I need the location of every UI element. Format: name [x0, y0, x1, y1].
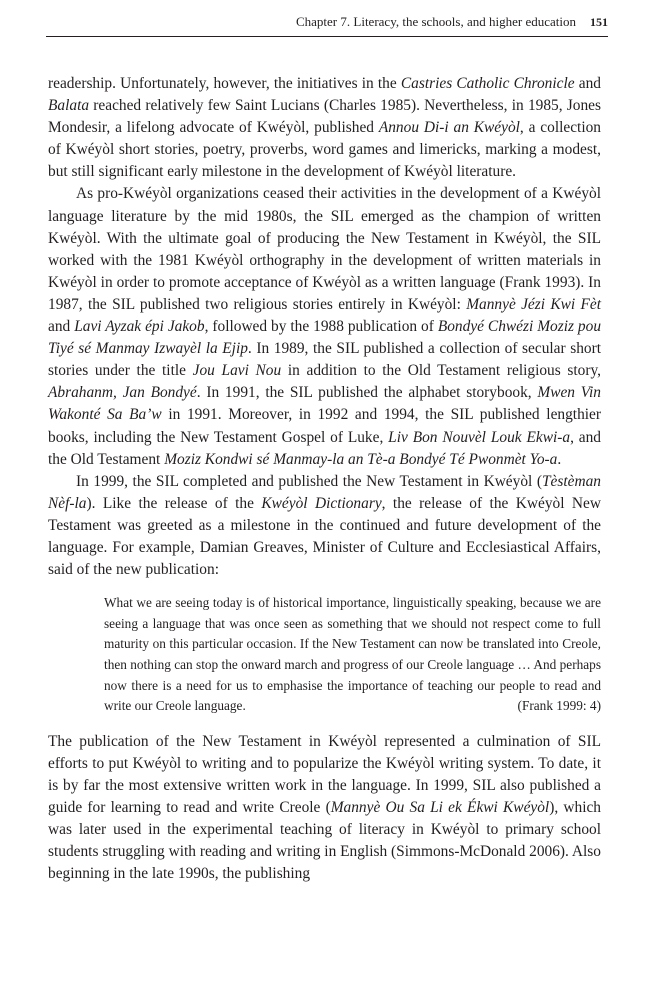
text-segment: ), which was later used in the experimental teaching of literacy in Kwéyòl to primary school students struggling with reading and writing in English (Simmons-McDonald 2006). Also beginning in the late 1990s, the publishing: [48, 799, 602, 883]
running-title: Chapter 7. Literacy, the schools, and higher education: [295, 14, 576, 29]
italic-text-segment: Moziz Kondwi sé Manmay-la an Tè-a Bondyé Té Pwonmèt Yo-a: [164, 450, 558, 468]
text-segment: , a collection of Kwéyòl short stories, poetry, proverbs, word games and limericks, marking a modest, but still significant early milestone in the development of Kwéyòl literature.: [48, 119, 601, 181]
text-segment: and: [48, 318, 75, 336]
italic-text-segment: Abrahanm, Jan Bondyé: [48, 384, 197, 402]
text-segment: , and the Old Testament: [48, 428, 601, 468]
italic-text-segment: Kwéyòl Dictionary: [261, 494, 382, 512]
paragraph-1: [48, 73, 601, 183]
text-segment: , followed by the 1988 publication of: [204, 318, 438, 336]
italic-text-segment: Lavi Ayzak épi Jakob: [74, 318, 205, 336]
italic-text-segment: Bondyé Chwézi Moziz pou Tiyé sé Manmay Izwayèl la Ejip: [48, 318, 602, 358]
text-segment: and: [574, 75, 601, 92]
text-segment: .: [557, 450, 562, 468]
block-quote-citation: (Frank 1999: 4): [517, 698, 601, 714]
italic-text-segment: Jou Lavi Nou: [192, 362, 282, 380]
text-segment: , the release of the Kwéyòl New Testament was greeted as a milestone in the continued and future development of the language. For example, Damian Greaves, Minister of Culture and Ecclesiastical Affairs, said of the new publication:: [48, 494, 601, 579]
text-segment: . In 1989, the SIL published a collection of secular short stories under the title: [48, 340, 601, 380]
text-segment: in 1991. Moreover, in 1992 and 1994, the SIL published lengthier books, including the New Testament Gospel of Luke,: [48, 406, 601, 446]
italic-text-segment: Mannyè Ou Sa Li ek Ékwi Kwéyòl: [330, 799, 550, 816]
block-quote-text: What we are seeing today is of historical importance, linguistically speaking, because we are seeing a language that was once seen as something that we should not respect come to full maturity on this particular occasion. If the New Testament can now be translated into Creole, then nothing can stop the onward march and progress of our Creole language … And perhaps now there is a need for us to emphasise the importance of teaching our people to read and write our Creole language.: [104, 595, 601, 714]
italic-text-segment: Liv Bon Nouvèl Louk Ekwi-a: [388, 428, 571, 446]
text-segment: reached relatively few Saint Lucians (Charles 1985). Nevertheless, in 1985, Jones Mondesir, a lifelong advocate of Kwéyòl, published: [48, 97, 601, 137]
page-body: [48, 73, 601, 885]
text-segment: in addition to the Old Testament religious story,: [281, 362, 602, 380]
paragraph-3: [48, 471, 601, 581]
italic-text-segment: Tèstèman Nèf-la: [48, 472, 601, 512]
paragraph-4: [48, 731, 601, 886]
italic-text-segment: Mannyè Jézi Kwi Fèt: [466, 295, 601, 313]
italic-text-segment: Annou Di-i an Kwéyòl: [378, 119, 520, 137]
text-segment: ). Like the release of the: [86, 494, 262, 512]
block-quote: [104, 593, 601, 717]
paragraph-2: [48, 183, 601, 470]
italic-text-segment: Balata: [48, 97, 90, 115]
text-segment: readership. Unfortunately, however, the initiatives in the: [48, 75, 401, 92]
running-head: [46, 12, 608, 37]
page-number: 151: [590, 15, 608, 29]
text-segment: As pro-Kwéyòl organizations ceased their activities in the development of a Kwéyòl language literature by the mid 1980s, the SIL emerged as the champion of written Kwéyòl. With the ultimate goal of producing the New Testament in Kwéyòl, the SIL worked with the 1981 Kwéyòl orthography in the development of written materials in Kwéyòl in order to promote acceptance of Kwéyòl as a written language (Frank 1993). In 1987, the SIL published two religious stories entirely in Kwéyòl:: [48, 185, 601, 313]
text-segment: The publication of the New Testament in Kwéyòl represented a culmination of SIL efforts to put Kwéyòl to writing and to popularize the Kwéyòl writing system. To date, it is by far the most extensive written work in the language. In 1999, SIL also published a guide for learning to read and write Creole (: [48, 732, 601, 816]
text-segment: . In 1991, the SIL published the alphabet storybook,: [196, 384, 538, 402]
italic-text-segment: Mwen Vin Wakonté Sa Ba’w: [48, 384, 601, 424]
text-segment: In 1999, the SIL completed and published the New Testament in Kwéyòl (: [76, 472, 542, 490]
italic-text-segment: Castries Catholic Chronicle: [400, 75, 575, 92]
